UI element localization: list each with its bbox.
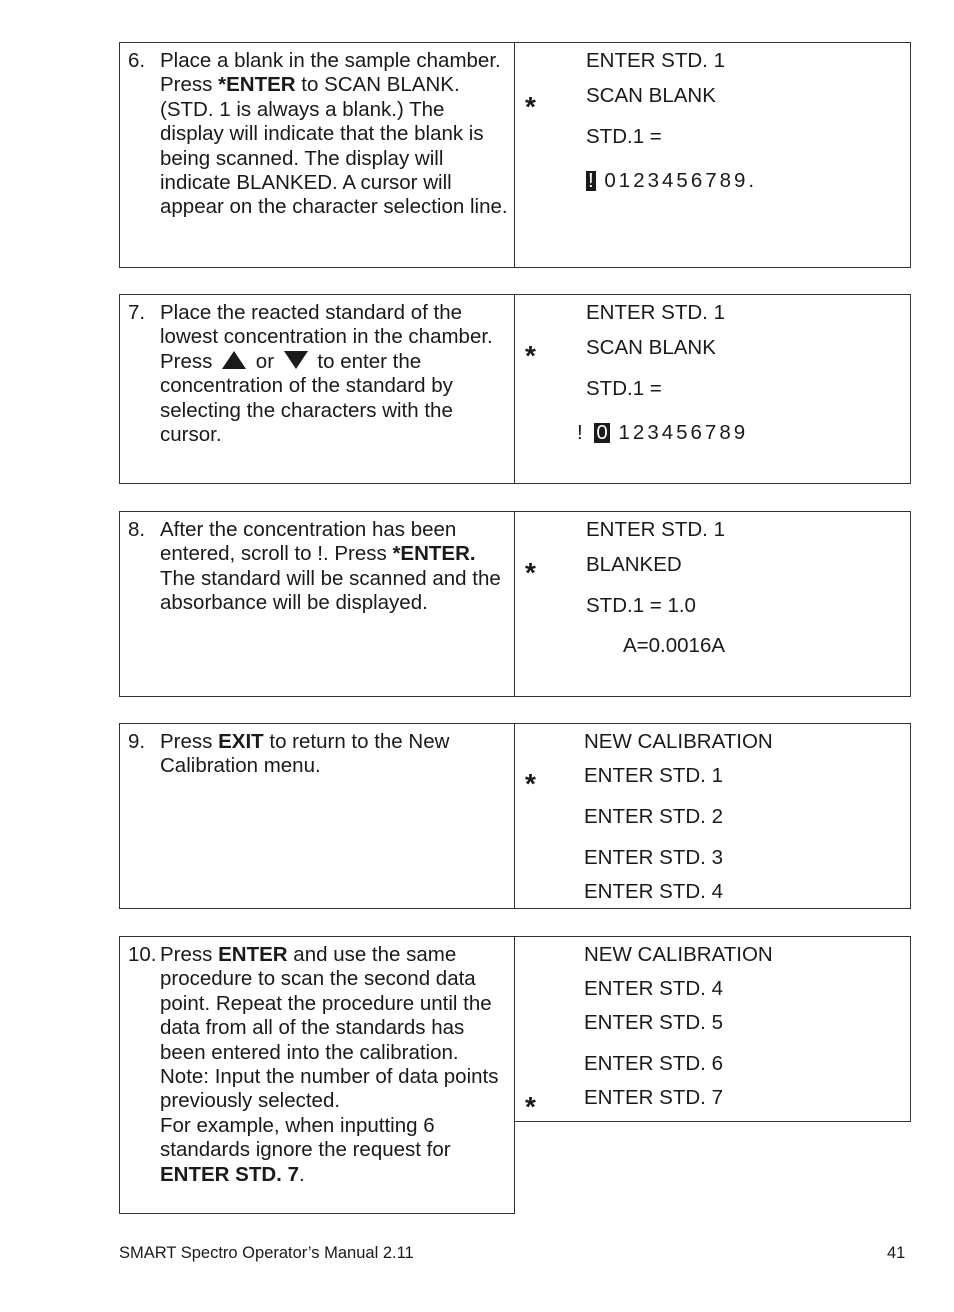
- step-note: Note: Input the number of data points previously selected.: [160, 1065, 499, 1113]
- display-line: SCAN BLANK: [586, 336, 716, 359]
- step-number: 8.: [128, 518, 146, 541]
- display-line: NEW CALIBRATION: [584, 943, 773, 966]
- menu-item: ENTER STD. 1: [584, 764, 723, 787]
- display-panel: [515, 294, 911, 484]
- display-panel: [515, 42, 911, 268]
- step-text: After the concentration has been entered, scroll to !. Press *ENTER. The standard will be scanned and the absorbance will be displayed.: [160, 518, 501, 615]
- step-text: Press ENTER and use the same procedure to scan the second data point. Repeat the procedure until the data from all of the standards has been entered into the calibration. Note: Input the number of data points previously selected. For example, when inputting 6 standards ignore the request for ENTER STD. 7.: [160, 943, 499, 1186]
- cursor-marker: *: [525, 1091, 536, 1122]
- cursor-highlight: !: [588, 169, 594, 192]
- character-selection-line: ! 0 123456789: [577, 421, 749, 444]
- step-instructions: [119, 511, 515, 697]
- step-text: Place the reacted standard of the lowest concentration in the chamber. Press or to enter the concentration of the standard by selecting the characters with the cursor.: [160, 301, 493, 447]
- menu-item: ENTER STD. 5: [584, 1011, 723, 1034]
- character-selection-line: ! 0123456789.: [588, 169, 758, 192]
- step-text: Press EXIT to return to the New Calibration menu.: [160, 730, 450, 778]
- cursor-marker: *: [525, 557, 536, 588]
- menu-item: ENTER STD. 2: [584, 805, 723, 828]
- step-instructions: [119, 723, 515, 909]
- menu-item: ENTER STD. 7: [584, 1086, 723, 1109]
- step-text: Place a blank in the sample chamber. Press *ENTER to SCAN BLANK. (STD. 1 is always a blank.) The display will indicate that the blank is being scanned. The display will indicate BLANKED. A cursor will appear on the character selection line.: [160, 49, 508, 219]
- display-line: NEW CALIBRATION: [584, 730, 773, 753]
- cursor-marker: *: [525, 91, 536, 122]
- menu-item: ENTER STD. 4: [584, 880, 723, 903]
- step-instructions: [119, 42, 515, 268]
- display-line: ENTER STD. 1: [586, 518, 725, 541]
- cursor-marker: *: [525, 340, 536, 371]
- step-number: 6.: [128, 49, 146, 72]
- display-panel: [515, 511, 911, 697]
- up-arrow-icon: [222, 351, 246, 369]
- step-number: 7.: [128, 301, 146, 324]
- display-panel: [515, 723, 911, 909]
- page-number: 41: [887, 1244, 906, 1262]
- step-instructions: [119, 294, 515, 484]
- display-line: ENTER STD. 1: [586, 49, 725, 72]
- step-instructions: [119, 936, 515, 1214]
- step-number: 9.: [128, 730, 146, 753]
- cursor-highlight: 0: [596, 421, 608, 444]
- absorbance-readout: A=0.0016A: [623, 634, 726, 657]
- display-line: STD.1 = 1.0: [586, 594, 696, 617]
- display-line: BLANKED: [586, 553, 682, 576]
- footer-title: SMART Spectro Operator’s Manual 2.11: [119, 1244, 414, 1262]
- step-number: 10.: [128, 943, 157, 966]
- display-line: STD.1 =: [586, 125, 662, 148]
- menu-item: ENTER STD. 6: [584, 1052, 723, 1075]
- display-panel: [515, 936, 911, 1122]
- menu-item: ENTER STD. 4: [584, 977, 723, 1000]
- display-line: SCAN BLANK: [586, 84, 716, 107]
- menu-item: ENTER STD. 3: [584, 846, 723, 869]
- display-line: ENTER STD. 1: [586, 301, 725, 324]
- display-line: STD.1 =: [586, 377, 662, 400]
- cursor-marker: *: [525, 768, 536, 799]
- down-arrow-icon: [284, 351, 308, 369]
